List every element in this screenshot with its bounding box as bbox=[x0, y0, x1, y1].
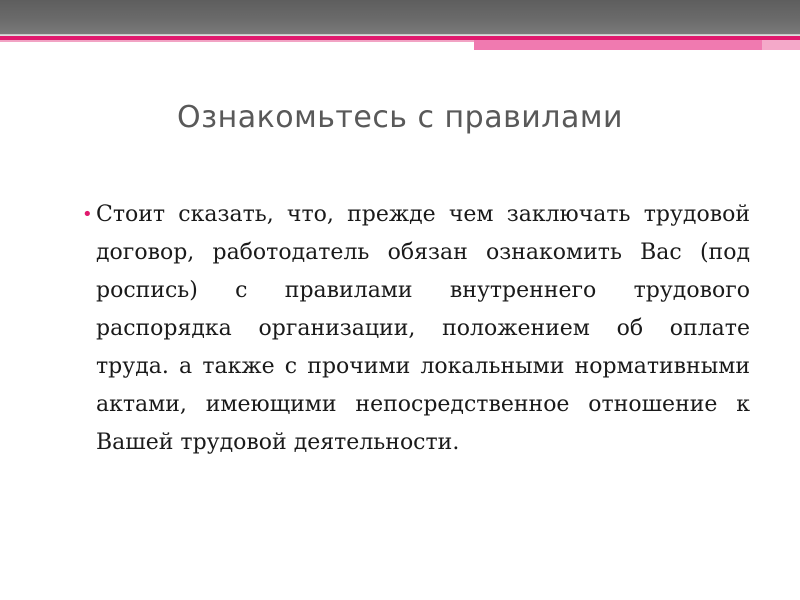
accent-tab bbox=[474, 40, 800, 50]
bullet-icon: • bbox=[82, 204, 93, 225]
slide-body bbox=[82, 196, 750, 462]
bullet-item bbox=[82, 196, 750, 462]
accent-thin-line bbox=[0, 40, 474, 42]
slide-title: Ознакомьтесь с правилами bbox=[177, 100, 623, 135]
top-decorative-band bbox=[0, 0, 800, 34]
accent-tab-light bbox=[762, 40, 800, 50]
bullet-text: Стоит сказать, что, прежде чем заключать трудовой договор, работодатель обязан ознакомить Вас (под роспись) с правилами внутреннего трудового распорядка организации, положением об оплате труда. а также с прочими локальными нормативными актами, имеющими непосредственное отношение к Вашей трудовой деятельности. bbox=[96, 202, 750, 455]
